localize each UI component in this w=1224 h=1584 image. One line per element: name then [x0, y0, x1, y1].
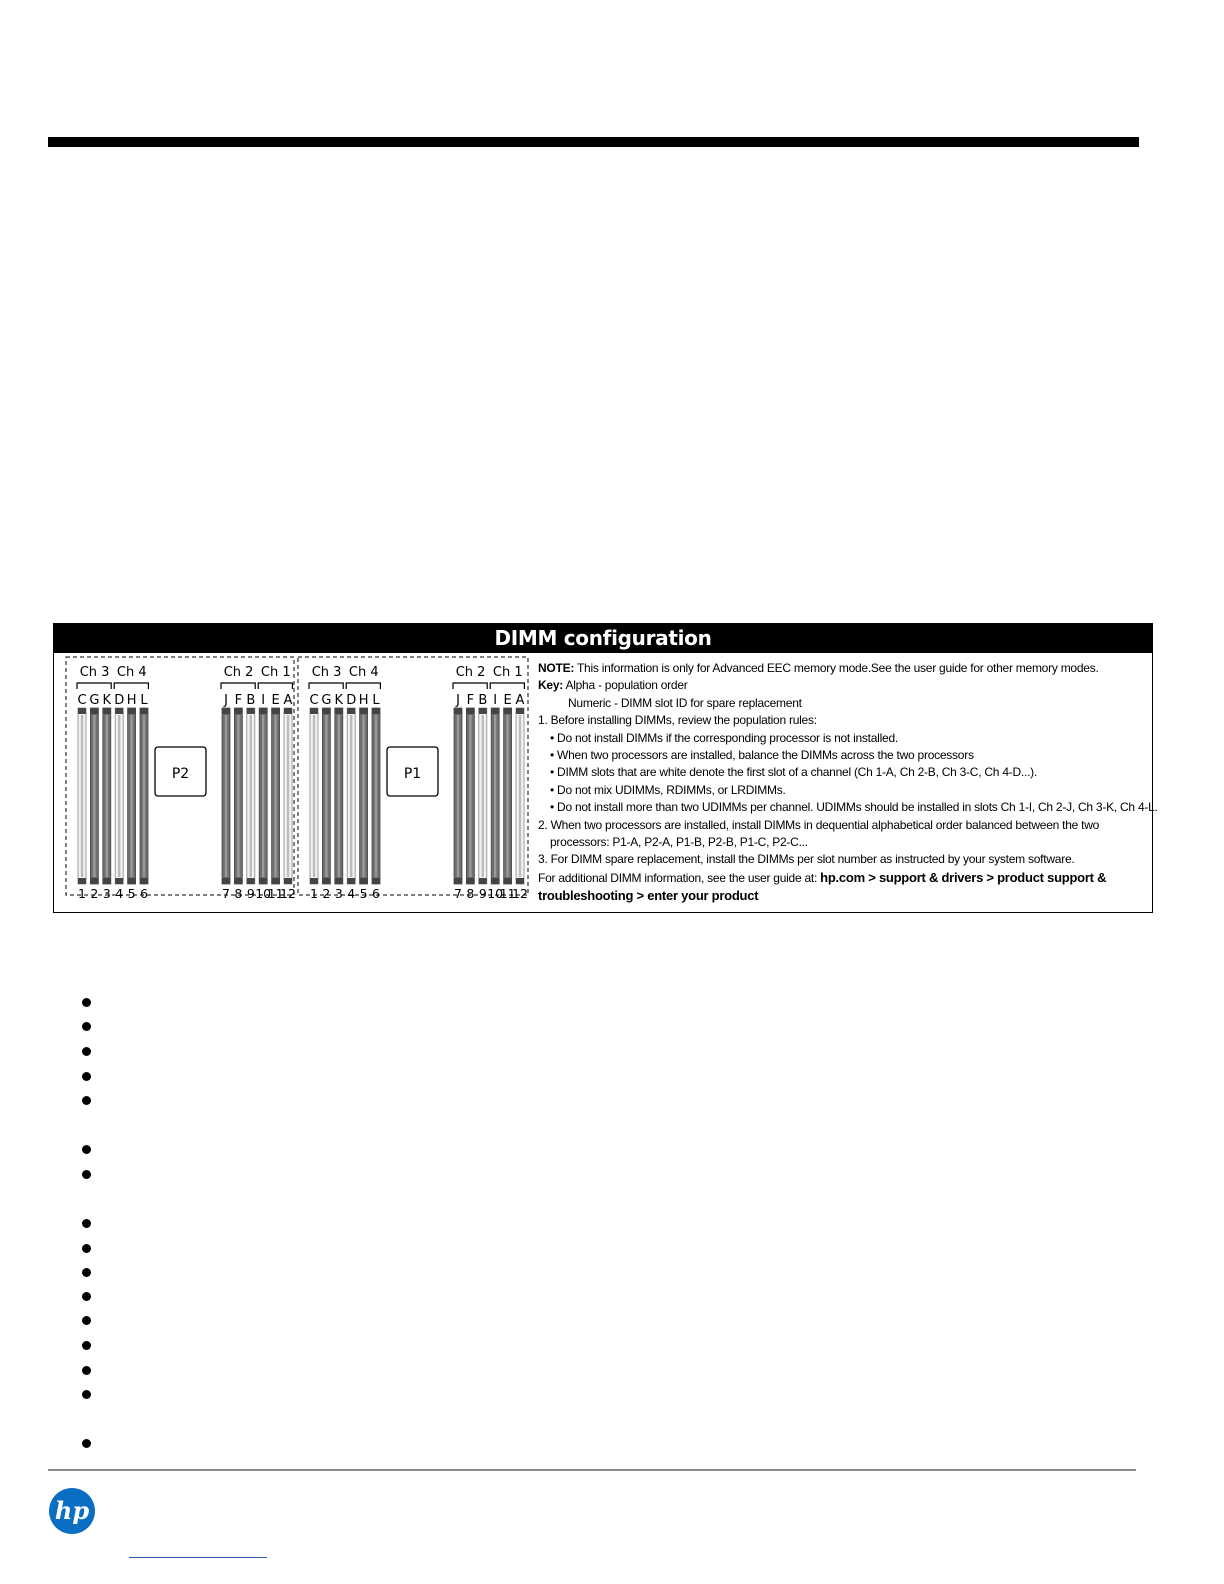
key-label: Key: [538, 678, 564, 693]
dimm-latch-top [479, 708, 487, 714]
slot-number: 12 [280, 886, 296, 901]
slot-letter: A [283, 693, 293, 708]
dimm-latch-top [222, 708, 230, 714]
channel-bracket [77, 683, 111, 689]
bullet-dot [82, 1145, 91, 1154]
dimm-latch-top [103, 708, 111, 714]
dimm-slot-channel [469, 715, 471, 877]
dimm-latch-bottom [335, 878, 343, 884]
slot-letter: I [261, 693, 266, 708]
dimm-slot-channel [457, 715, 459, 877]
processor-group-p2 [66, 657, 296, 901]
bullet-dot [82, 1268, 91, 1277]
slot-number: 4 [347, 886, 356, 901]
footer-link-underline[interactable] [129, 1557, 267, 1558]
dimm-configuration-figure [53, 623, 1158, 913]
processor-group-p1 [298, 657, 528, 901]
rule-1: 1. Before installing DIMMs, review the population rules: [538, 713, 817, 728]
slot-letter: C [77, 693, 87, 708]
slot-letter: H [358, 693, 369, 708]
dimm-latch-bottom [115, 878, 123, 884]
bullet-dot [82, 1341, 91, 1350]
slot-letter: F [234, 693, 243, 708]
slot-letter: I [493, 693, 498, 708]
dimm-slot-channel [106, 715, 108, 877]
bullet-dot [82, 1244, 91, 1253]
slot-number: 8 [234, 886, 243, 901]
bullet-dot [82, 1096, 91, 1105]
dimm-slot-channel [482, 715, 484, 877]
channel-bracket [453, 683, 487, 689]
dimm-slot-channel [225, 715, 227, 877]
dimm-latch-bottom [234, 878, 242, 884]
dimm-slot-channel [237, 715, 239, 877]
rule-1-item: • Do not mix UDIMMs, RDIMMs, or LRDIMMs. [550, 782, 786, 797]
bullet-dot [82, 1047, 91, 1056]
dimm-latch-top [140, 708, 148, 714]
bullet-dot [82, 1022, 91, 1031]
slot-number: 5 [359, 886, 368, 901]
top-rule [48, 137, 1139, 147]
bullet-dot [82, 1316, 91, 1325]
rule-1-item: • DIMM slots that are white denote the first slot of a channel (Ch 1-A, Ch 2-B, Ch 3-C, Ch 4-D...). [550, 765, 1037, 780]
bullet-dot [82, 1292, 91, 1301]
dimm-slot-channel [325, 715, 327, 877]
dimm-slot-channel [338, 715, 340, 877]
slot-letter: B [478, 693, 488, 708]
dimm-slot-channel [287, 715, 289, 877]
dimm-latch-bottom [479, 878, 487, 884]
dimm-latch-top [466, 708, 474, 714]
slot-letter: K [102, 693, 112, 708]
dimm-latch-top [259, 708, 267, 714]
slot-letter: L [372, 693, 380, 708]
support-path-continued: troubleshooting > enter your product [538, 888, 759, 904]
dimm-slot-channel [81, 715, 83, 877]
dimm-latch-top [128, 708, 136, 714]
dimm-slot-channel [118, 715, 120, 877]
channel-bracket [309, 683, 343, 689]
dimm-latch-top [516, 708, 524, 714]
dimm-latch-bottom [491, 878, 499, 884]
dimm-slot-channel [350, 715, 352, 877]
slot-number: 11 [499, 886, 516, 901]
dimm-latch-top [347, 708, 355, 714]
dimm-latch-bottom [259, 878, 267, 884]
figure-title: DIMM configuration [54, 624, 1152, 653]
dimm-latch-top [247, 708, 255, 714]
note-label: NOTE: [538, 661, 575, 675]
bullet-dot [82, 1072, 91, 1081]
dimm-latch-bottom [504, 878, 512, 884]
channel-bracket [221, 683, 255, 689]
dimm-latch-top [322, 708, 330, 714]
slot-number: 6 [372, 886, 380, 901]
slot-letter: H [126, 693, 137, 708]
bullet-dot [82, 1366, 91, 1375]
channel-bracket [346, 683, 380, 689]
channel-bracket [490, 683, 524, 689]
channel-label: Ch 4 [116, 665, 147, 680]
dimm-notes [538, 660, 1158, 905]
note-text: This information is only for Advanced EEC memory mode.See the user guide for other memory modes. [574, 661, 1099, 675]
slot-number: 7 [454, 886, 462, 901]
dimm-latch-bottom [247, 878, 255, 884]
dimm-slot-channel [362, 715, 364, 877]
slot-number: 8 [466, 886, 475, 901]
dimm-latch-bottom [466, 878, 474, 884]
dimm-slot-channel [143, 715, 145, 877]
slot-number: 9 [246, 886, 255, 901]
channel-label: Ch 4 [348, 665, 379, 680]
dimm-latch-bottom [128, 878, 136, 884]
rule-1-item: • Do not install more than two UDIMMs per channel. UDIMMs should be installed in slots Ch 1-I, Ch 2-J, Ch 3-K, Ch 4-L. [550, 800, 1158, 815]
dimm-slot-diagram [54, 653, 532, 911]
dimm-latch-top [360, 708, 368, 714]
channel-bracket [258, 683, 292, 689]
dimm-slot-channel [375, 715, 377, 877]
dimm-slot-channel [506, 715, 508, 877]
dimm-slot-channel [494, 715, 496, 877]
channel-label: Ch 1 [260, 665, 291, 680]
slot-letter: G [89, 693, 100, 708]
dimm-latch-bottom [360, 878, 368, 884]
dimm-latch-bottom [103, 878, 111, 884]
slot-number: 7 [222, 886, 230, 901]
dimm-latch-bottom [90, 878, 98, 884]
channel-label: Ch 2 [223, 665, 254, 680]
dimm-latch-top [310, 708, 318, 714]
dimm-latch-top [491, 708, 499, 714]
numeric-key: Numeric - DIMM slot ID for spare replacement [568, 695, 802, 710]
slot-letter: C [309, 693, 319, 708]
dimm-latch-top [272, 708, 280, 714]
bullet-dot [82, 1170, 91, 1179]
slot-letter: D [114, 693, 125, 708]
channel-label: Ch 3 [311, 665, 342, 680]
channel-label: Ch 2 [455, 665, 486, 680]
slot-number: 1 [310, 886, 318, 901]
dimm-latch-bottom [140, 878, 148, 884]
dimm-latch-bottom [322, 878, 330, 884]
slot-number: 2 [90, 886, 99, 901]
channel-label: Ch 1 [492, 665, 523, 680]
dimm-latch-bottom [78, 878, 86, 884]
slot-letter: E [271, 693, 280, 708]
slot-letter: E [503, 693, 512, 708]
dimm-slot-channel [130, 715, 132, 877]
slot-number: 10 [255, 886, 272, 901]
slot-letter: J [456, 693, 460, 708]
dimm-slot-channel [250, 715, 252, 877]
dimm-slot-channel [93, 715, 95, 877]
rule-1-item: • Do not install DIMMs if the corresponding processor is not installed. [550, 730, 898, 745]
dimm-latch-bottom [272, 878, 280, 884]
bottom-rule [48, 1469, 1136, 1471]
slot-number: 3 [102, 886, 111, 901]
support-path: hp.com > support & drivers > product support & [820, 869, 1107, 885]
slot-letter: J [224, 693, 228, 708]
dimm-latch-top [372, 708, 380, 714]
dimm-latch-top [335, 708, 343, 714]
dimm-latch-top [234, 708, 242, 714]
slot-number: 3 [334, 886, 343, 901]
bullet-dot [82, 998, 91, 1007]
slot-letter: B [246, 693, 256, 708]
key-text: Alpha - population order [563, 678, 688, 693]
slot-number: 4 [115, 886, 124, 901]
processor-label: P2 [171, 766, 190, 782]
dimm-latch-bottom [310, 878, 318, 884]
additional-info: For additional DIMM information, see the user guide at: [538, 870, 821, 885]
dimm-latch-top [115, 708, 123, 714]
dimm-slot-channel [519, 715, 521, 877]
dimm-slot-channel [262, 715, 264, 877]
slot-number: 12 [512, 886, 528, 901]
slot-letter: A [515, 693, 525, 708]
dimm-latch-top [504, 708, 512, 714]
rule-1-item: • When two processors are installed, balance the DIMMs across the two processors [550, 748, 974, 763]
slot-letter: D [346, 693, 357, 708]
dimm-latch-bottom [222, 878, 230, 884]
dimm-latch-bottom [284, 878, 292, 884]
hp-logo-icon [49, 1488, 95, 1534]
processor-label: P1 [403, 766, 422, 782]
slot-number: 5 [127, 886, 136, 901]
bullet-dot [82, 1219, 91, 1228]
rule-2-continued: processors: P1-A, P2-A, P1-B, P2-B, P1-C, P2-C... [550, 835, 808, 850]
rule-2: 2. When two processors are installed, install DIMMs in dequential alphabetical order balanced between the two [538, 817, 1100, 832]
slot-letter: F [466, 693, 475, 708]
slot-number: 1 [78, 886, 86, 901]
slot-number: 11 [267, 886, 284, 901]
bullet-dot [82, 1390, 91, 1399]
channel-label: Ch 3 [79, 665, 110, 680]
dimm-slot-channel [313, 715, 315, 877]
dimm-latch-bottom [347, 878, 355, 884]
dimm-latch-bottom [516, 878, 524, 884]
dimm-slot-channel [274, 715, 276, 877]
dimm-latch-top [78, 708, 86, 714]
slot-number: 9 [478, 886, 487, 901]
slot-letter: L [140, 693, 148, 708]
slot-letter: G [321, 693, 332, 708]
dimm-latch-top [90, 708, 98, 714]
slot-number: 6 [140, 886, 148, 901]
bullet-dot [82, 1439, 91, 1448]
slot-number: 10 [487, 886, 504, 901]
dimm-latch-bottom [454, 878, 462, 884]
dimm-latch-bottom [372, 878, 380, 884]
hp-logo-text: hp [54, 1496, 90, 1525]
slot-number: 2 [322, 886, 331, 901]
dimm-latch-top [454, 708, 462, 714]
slot-letter: K [334, 693, 344, 708]
dimm-latch-top [284, 708, 292, 714]
channel-bracket [114, 683, 148, 689]
rule-3: 3. For DIMM spare replacement, install the DIMMs per slot number as instructed by your system software. [538, 852, 1075, 867]
